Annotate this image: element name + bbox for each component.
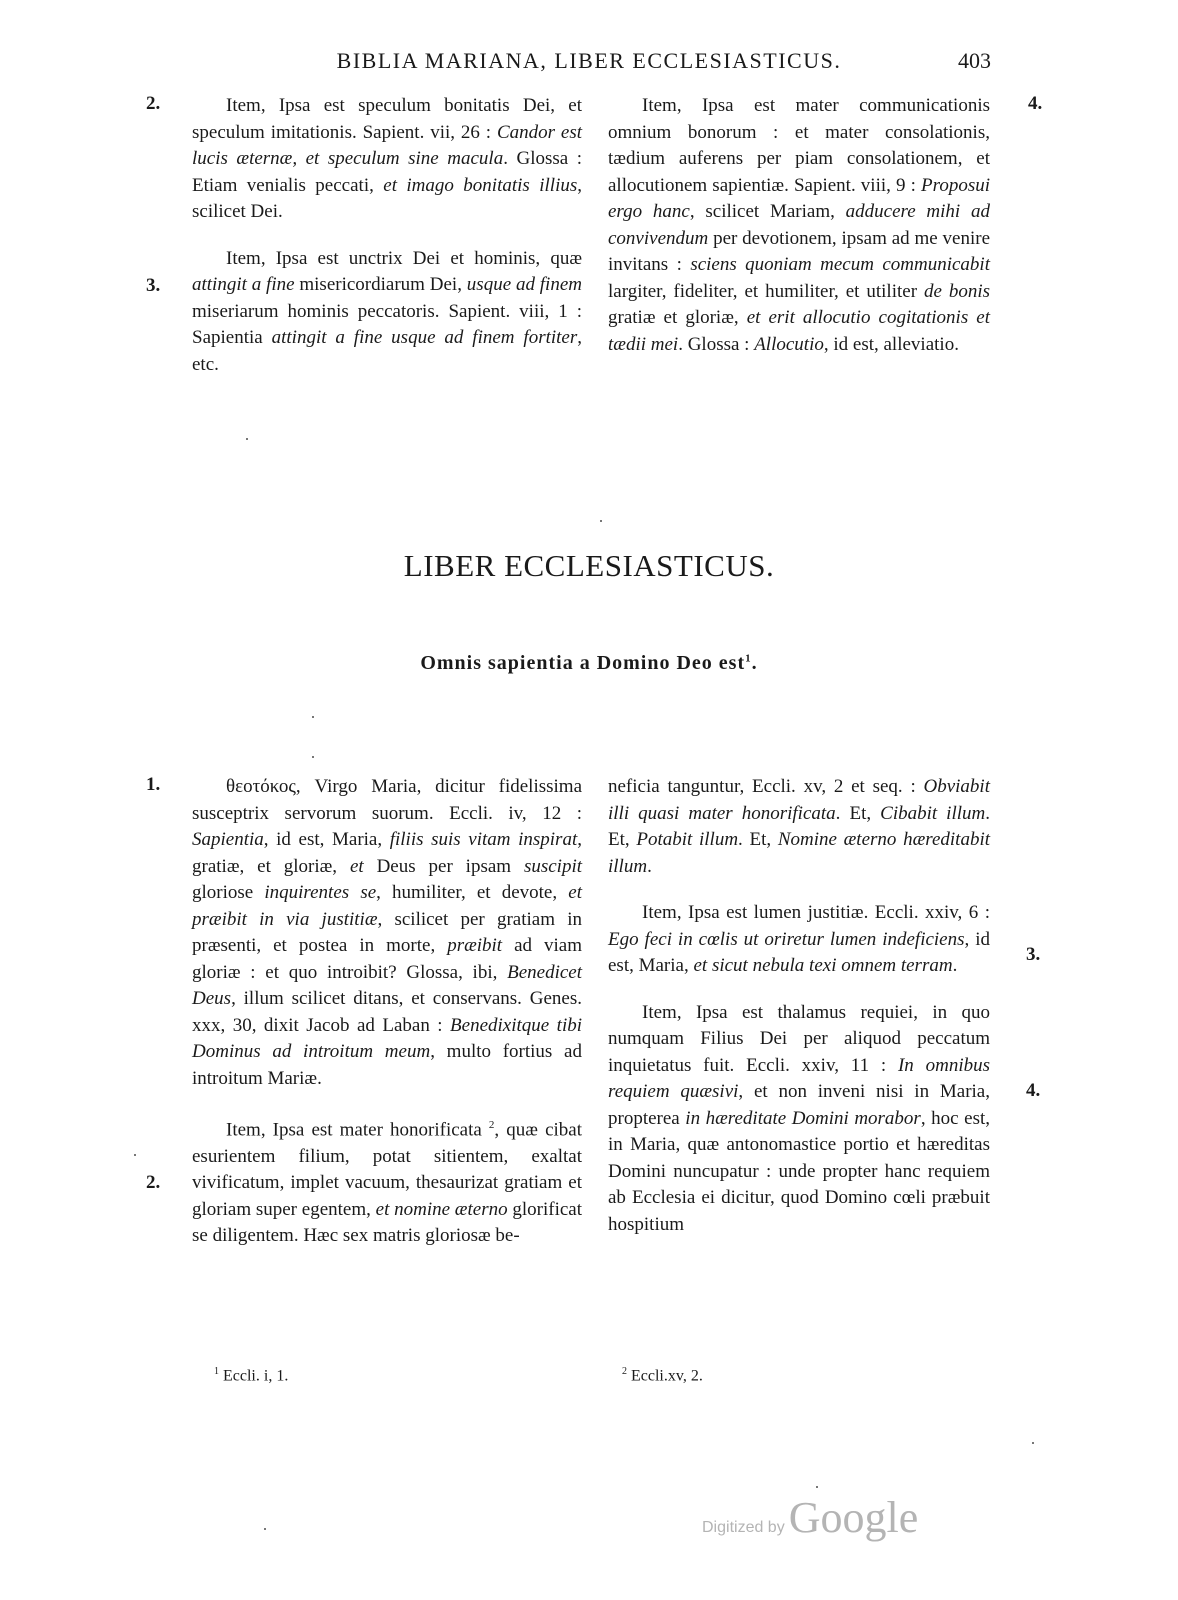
paragraph-number: 2. [146,1172,161,1193]
text-run: . Glossa : [678,333,755,355]
italic-run: inquirentes se [264,882,377,903]
section-subtitle [0,652,1178,675]
bottom-right-column [608,774,990,1238]
text-run: , scilicet per gratiam in præsenti, et postea in morte, [192,908,582,956]
google-logo: Google [788,1493,919,1542]
italic-run: filiis suis vitam inspirat [389,829,578,850]
italic-run: et imago bonitatis illius [383,174,578,196]
italic-run: Proposui ergo hanc [608,174,990,222]
italic-run: Sapientia [192,829,264,850]
top-right-column [608,93,990,358]
digitized-by-google-watermark [702,1492,918,1543]
text-run: Deus per ipsam [363,855,524,877]
paragraph-number: 4. [1028,93,1043,114]
italic-run: attingit a fine usque ad finem fortiter [271,327,578,348]
text-run: , id est, Maria, [608,928,990,976]
text-run: , hoc est, in Maria, quæ antonomastice portio et hæreditas Domini nuncupatur : unde propter hanc requiem ab Ecclesia ei dicitur, quod Domino cœli præbuit hospitium [608,1107,991,1235]
subtitle-text: Omnis sapientia a Domino Deo est [420,652,746,674]
italic-run: adducere mihi ad convivendum [608,201,990,249]
italic-run: Cibabit illum [880,802,986,824]
footnote-marker: 1 [214,1366,219,1377]
italic-run: et nomine æterno [375,1198,508,1220]
paragraph-number: 3. [1026,944,1041,965]
subtitle-end-mark: . [751,652,758,674]
text-run: , id est, Maria, [263,829,390,850]
footnote-right [622,1366,703,1385]
paragraph [192,1112,582,1250]
scan-speck [1032,1442,1034,1444]
text-run: Item, Ipsa est lumen justitiæ. Eccli. xxiv, 6 : [642,902,990,923]
top-left-column [192,93,582,378]
text-run: , etc. [192,327,583,375]
italic-run: in hæreditate Domini morabor [685,1107,921,1129]
scan-speck [816,1486,818,1488]
italic-run: et præibit in via justitiæ [192,882,582,930]
scan-speck [264,1528,266,1530]
italic-run: et sicut nebula texi omnem terram [693,955,953,976]
text-run: . Glossa : Etiam venialis peccati, [192,148,582,196]
text-run: , gratiæ, et gloriæ, [192,829,582,877]
footnote-marker: 1 [745,652,752,665]
italic-run: Candor est lucis æternæ, et speculum sine macula [192,121,582,169]
text-run: . Et, [738,829,778,850]
scan-speck [600,520,602,522]
watermark-prefix: Digitized by [702,1519,785,1536]
footnote-marker: 2 [488,1119,495,1131]
paragraph [608,900,990,980]
text-run: , scilicet Mariam, [689,201,846,222]
text-run: , multo fortius ad introitum Mariæ. [192,1041,582,1089]
italic-run: Potabit illum [636,829,739,850]
italic-run: Obviabit illi quasi mater honorificata [608,776,990,824]
text-run: . [952,955,958,976]
text-run: Item, Ipsa est speculum bonitatis Dei, et speculum imitationis. Sapient. vii, 26 : [192,95,582,143]
bottom-left-column [192,774,582,1250]
italic-run: de bonis [923,280,990,302]
italic-run: usque ad finem [466,274,582,295]
italic-run: præibit [447,935,503,956]
italic-run: Nomine æterno hæreditabit illum [608,829,991,877]
text-run: ad viam gloriæ : et quo introibit? Glossa, ibi, [192,935,582,983]
text-run: , et non inveni nisi in Maria, propterea [608,1081,990,1129]
text-run: . [647,855,652,877]
paragraph [192,774,582,1092]
scan-speck [134,1154,136,1156]
text-run: , scilicet Dei. [192,174,582,222]
text-run: miseriarum hominis peccatoris. Sapient. viii, 1 : Sapientia [192,300,582,348]
footnote-marker: 2 [622,1366,627,1377]
paragraph-number: 2. [146,93,161,114]
paragraph [608,774,990,880]
text-run: Item, Ipsa est mater communicationis omnium bonorum : et mater consolationis, tædium auferens per piam consolationem, et allocutionem sapientiæ. Sapient. viii, 9 : [608,95,990,196]
text-run: , illum scilicet ditans, et conservans. Genes. xxx, 30, dixit Jacob ad Laban : [192,988,582,1036]
footnote-text: Eccli.xv, 2. [631,1367,703,1385]
paragraph [608,93,990,358]
text-run: misericordiarum Dei, [294,274,467,295]
text-run: gloriose [192,882,265,903]
paragraph [192,93,582,226]
text-run: . Et, [608,802,990,850]
text-run: , id est, alleviatio. [823,333,959,355]
text-run: largiter, fideliter, et humiliter, et utiliter [608,280,924,302]
italic-run: Benedixitque tibi Dominus ad introitum meum [192,1014,583,1062]
italic-run: suscipit [523,855,582,877]
text-run: , humiliter, et devote, [376,882,569,903]
scan-speck [312,716,314,718]
paragraph [608,1000,990,1239]
section-title: LIBER ECCLESIASTICUS. [403,548,775,583]
paragraph-number: 4. [1026,1080,1041,1101]
text-run: Item, Ipsa est unctrix Dei et hominis, quæ [226,247,582,269]
italic-run: attingit a fine [192,274,295,295]
text-run: , quæ cibat esurientem filium, potat sitientem, exaltat vivificatum, implet vacuum, thesaurizat gratiam et gloriam super egentem, [192,1119,582,1220]
page-number: 403 [958,48,991,73]
paragraph [192,246,582,379]
italic-run: Ego feci in cœlis ut oriretur lumen indeficiens [608,928,965,950]
text-run: Item, Ipsa est thalamus requiei, in quo numquam Filius Dei per aliquod peccatum inquietatus fuit. Eccli. xxiv, 11 : [608,1001,990,1076]
scan-speck [246,438,248,440]
italic-run: et [349,855,364,877]
paragraph-number: 3. [146,275,161,296]
paragraph-number: 1. [146,774,161,795]
italic-run: sciens quoniam mecum communicabit [690,254,990,275]
italic-run: et erit allocutio cogitationis et tædii mei [608,307,990,355]
scan-speck [312,756,314,758]
text-run: . Et, [835,802,881,824]
italic-run: Allocutio [754,333,824,355]
footnote-text: Eccli. i, 1. [223,1367,289,1385]
text-run: gratiæ et gloriæ, [608,307,747,328]
text-run: θεοτόκος, Virgo Maria, dicitur fidelissima susceptrix servorum suorum. Eccli. iv, 12 : [192,776,582,824]
italic-run: Benedicet Deus [192,961,582,1009]
text-run: per devotionem, ipsam ad me venire invitans : [608,227,990,275]
text-run: Item, Ipsa est mater honorificata [226,1119,489,1141]
text-run: glorificat se diligentem. Hæc sex matris gloriosæ be- [192,1198,582,1247]
running-header-title: BIBLIA MARIANA, LIBER ECCLESIASTICUS. [336,48,842,73]
italic-run: In omnibus requiem quæsivi [608,1054,990,1102]
footnote-left [214,1366,288,1385]
text-run: neficia tanguntur, Eccli. xv, 2 et seq. : [608,776,924,797]
